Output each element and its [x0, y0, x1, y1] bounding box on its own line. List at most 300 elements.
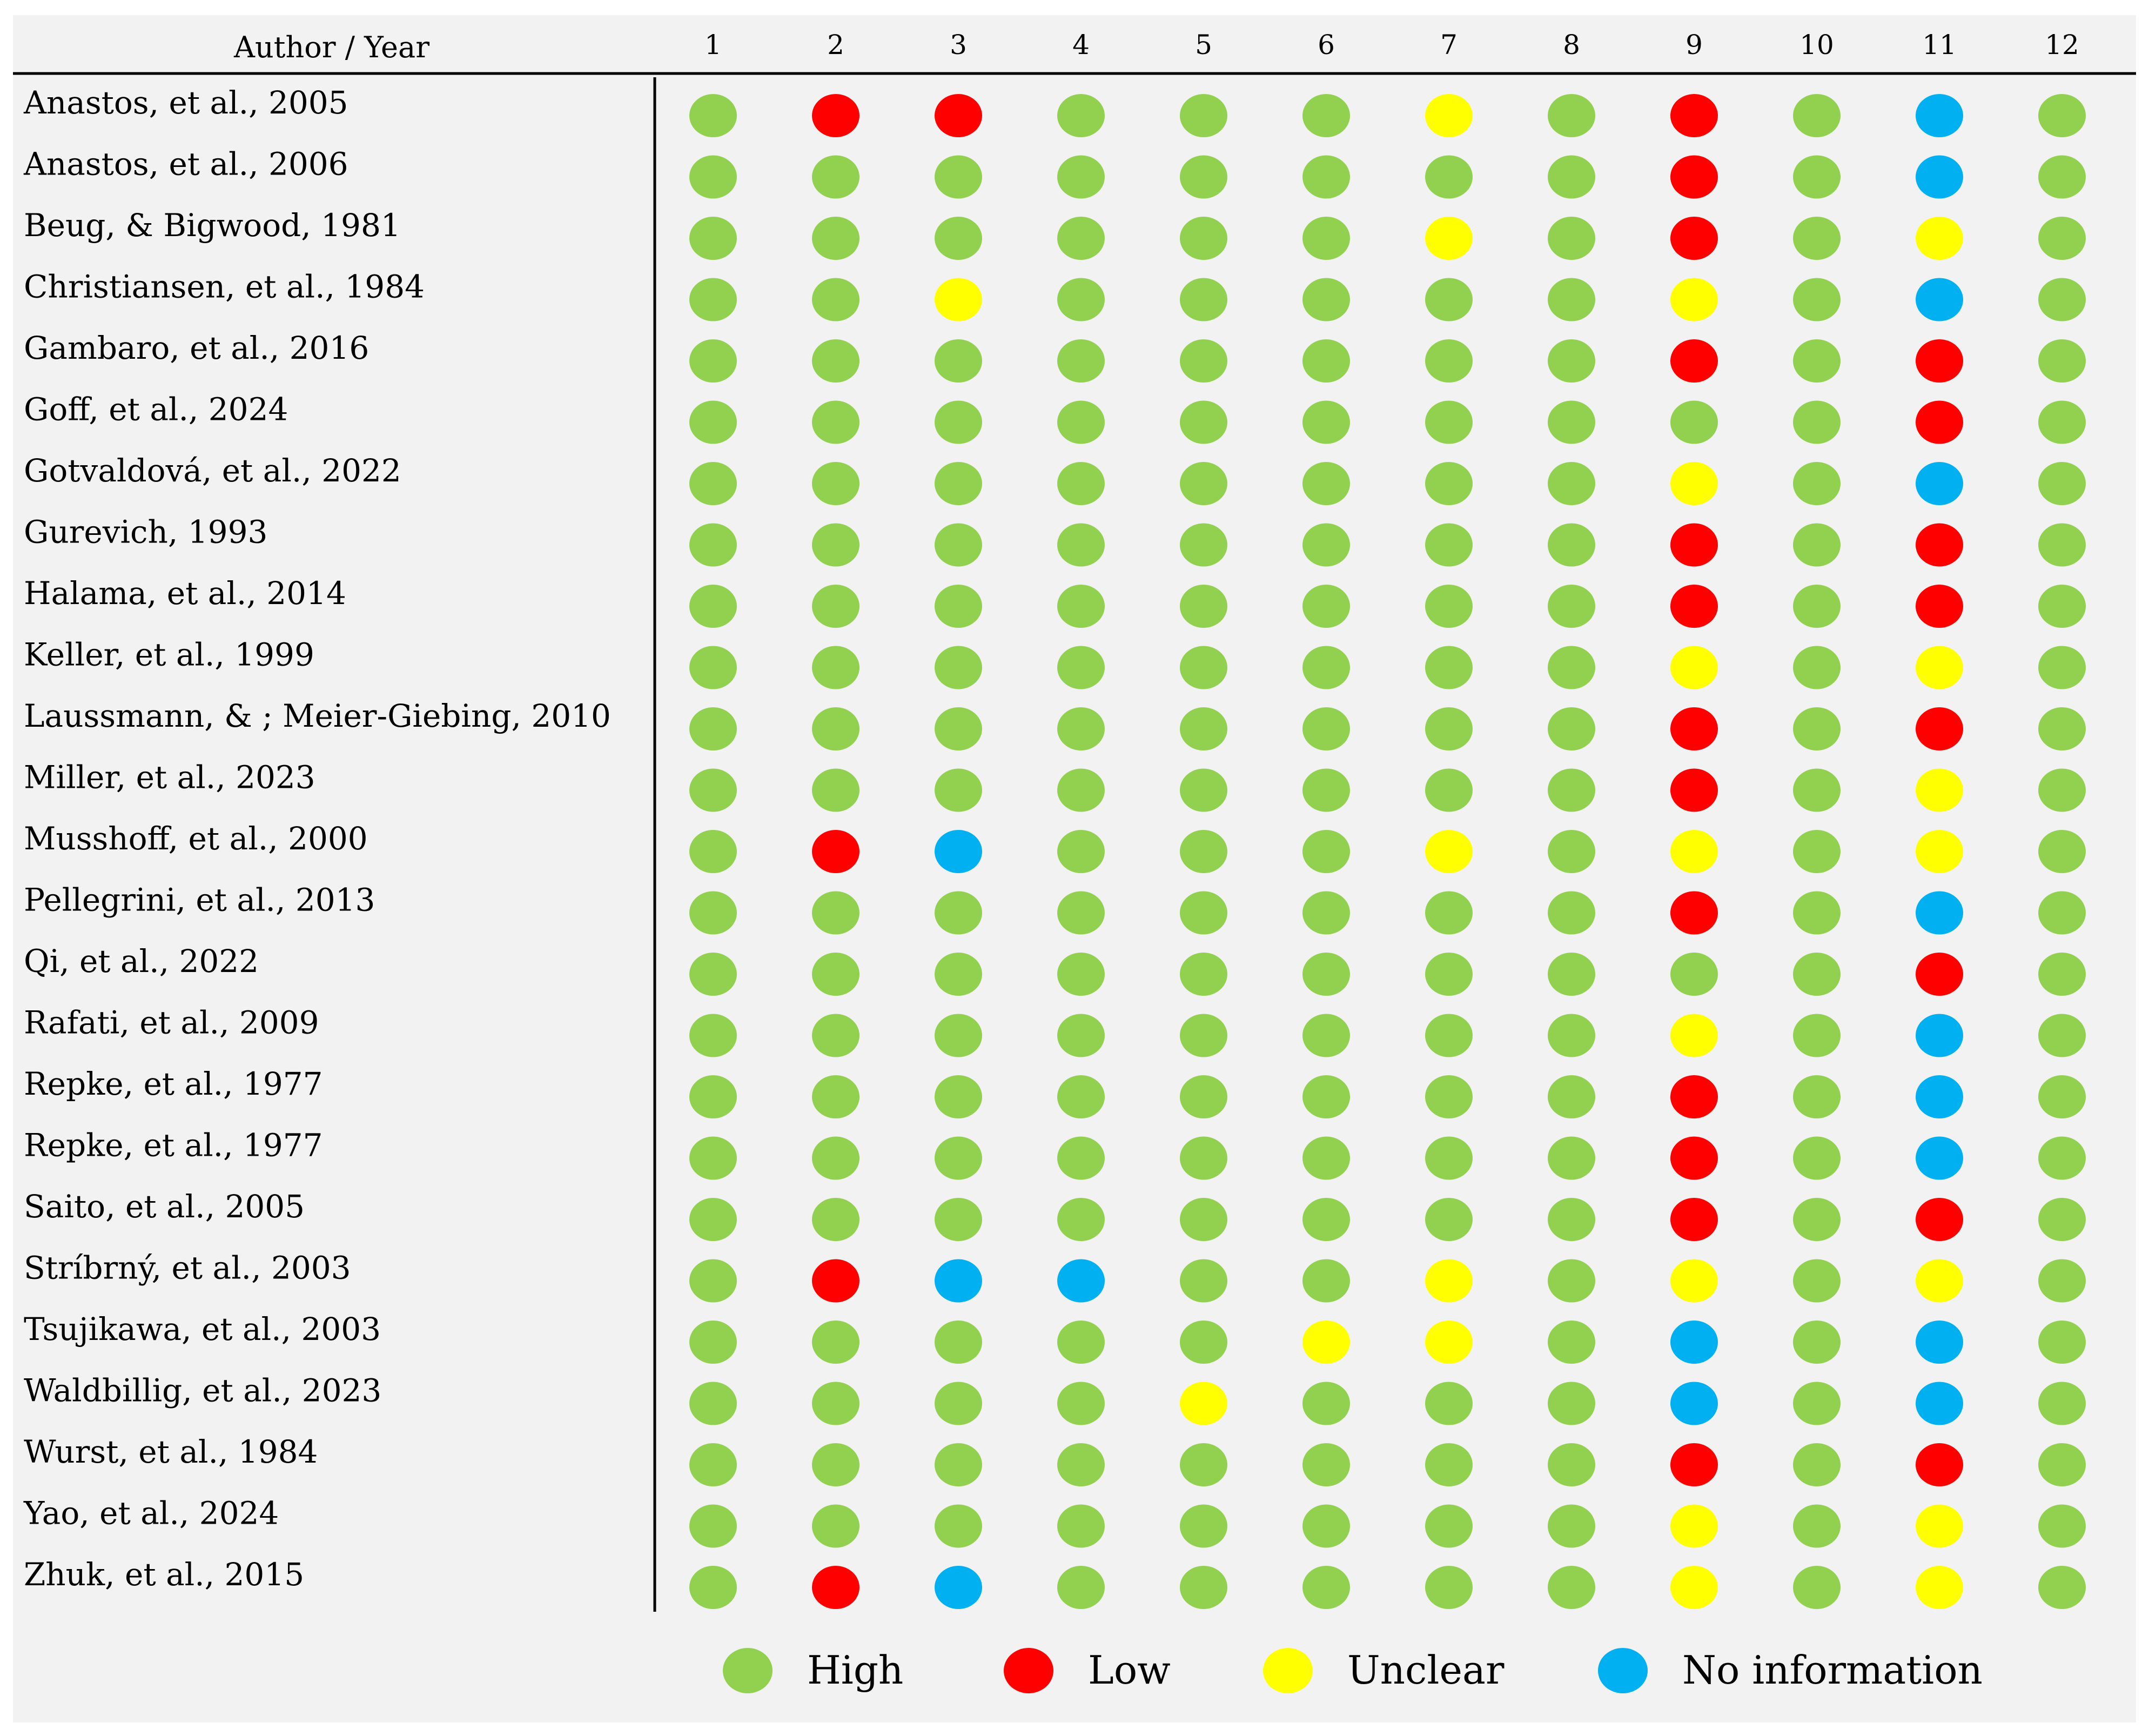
row-label: Christiansen, et al., 1984 [24, 268, 425, 305]
rating-dot-row6-col10 [1793, 401, 1841, 444]
rating-dot-row24-col12 [2038, 1505, 2086, 1548]
rating-dot-row23-col5 [1180, 1443, 1227, 1486]
rating-dot-row24-col6 [1302, 1505, 1350, 1548]
rating-dot-row18-col6 [1302, 1137, 1350, 1180]
rating-dot-row19-col10 [1793, 1198, 1841, 1241]
rating-dot-row11-col6 [1302, 707, 1350, 750]
rating-dot-row25-col5 [1180, 1566, 1227, 1609]
rating-dot-row5-col8 [1548, 339, 1595, 383]
rating-dot-row24-col11 [1916, 1505, 1963, 1548]
rating-dot-row1-col2 [812, 94, 859, 137]
rating-dot-row5-col12 [2038, 339, 2086, 383]
rating-dot-row12-col10 [1793, 769, 1841, 812]
rating-dot-row22-col11 [1916, 1382, 1963, 1425]
column-label-7: 7 [1440, 29, 1458, 61]
rating-dot-row2-col5 [1180, 156, 1227, 199]
rating-dot-row22-col9 [1670, 1382, 1718, 1425]
row-label: Musshoff, et al., 2000 [24, 820, 368, 857]
rating-dot-row17-col2 [812, 1075, 859, 1118]
rating-dot-row10-col10 [1793, 646, 1841, 689]
rating-dot-row4-col8 [1548, 278, 1595, 321]
rating-dot-row19-col8 [1548, 1198, 1595, 1241]
rating-dot-row21-col5 [1180, 1321, 1227, 1364]
rating-dot-row18-col3 [935, 1137, 982, 1180]
rating-dot-row22-col7 [1425, 1382, 1473, 1425]
rating-dot-row1-col6 [1302, 94, 1350, 137]
rating-dot-row13-col12 [2038, 830, 2086, 873]
rating-dot-row11-col8 [1548, 707, 1595, 750]
rating-dot-row14-col9 [1670, 892, 1718, 935]
rating-dot-row13-col1 [689, 830, 737, 873]
rating-dot-row18-col9 [1670, 1137, 1718, 1180]
rating-dot-row17-col9 [1670, 1075, 1718, 1118]
rating-dot-row24-col7 [1425, 1505, 1473, 1548]
rating-dot-row5-col2 [812, 339, 859, 383]
rating-dot-row21-col3 [935, 1321, 982, 1364]
rating-dot-row17-col11 [1916, 1075, 1963, 1118]
rating-dot-row23-col4 [1057, 1443, 1105, 1486]
rating-dot-row25-col2 [812, 1566, 859, 1609]
rating-dot-row9-col9 [1670, 585, 1718, 628]
rating-dot-row16-col8 [1548, 1014, 1595, 1057]
rating-dot-row2-col12 [2038, 156, 2086, 199]
rating-dots [689, 94, 2086, 1609]
rating-dot-row7-col11 [1916, 462, 1963, 505]
rating-dot-row1-col9 [1670, 94, 1718, 137]
column-label-8: 8 [1563, 29, 1580, 61]
rating-dot-row4-col2 [812, 278, 859, 321]
rating-dot-row2-col4 [1057, 156, 1105, 199]
rating-dot-row20-col12 [2038, 1259, 2086, 1303]
rating-dot-row6-col1 [689, 401, 737, 444]
rating-dot-row12-col12 [2038, 769, 2086, 812]
rating-dot-row25-col10 [1793, 1566, 1841, 1609]
rating-dot-row8-col12 [2038, 524, 2086, 567]
rating-dot-row10-col9 [1670, 646, 1718, 689]
rating-dot-row9-col7 [1425, 585, 1473, 628]
column-label-12: 12 [2045, 29, 2079, 61]
rating-dot-row4-col9 [1670, 278, 1718, 321]
rating-dot-row12-col1 [689, 769, 737, 812]
rating-dot-row15-col12 [2038, 953, 2086, 996]
rating-dot-row24-col10 [1793, 1505, 1841, 1548]
rating-dot-row5-col4 [1057, 339, 1105, 383]
rating-dot-row23-col11 [1916, 1443, 1963, 1486]
rating-dot-row20-col7 [1425, 1259, 1473, 1303]
rating-dot-row15-col10 [1793, 953, 1841, 996]
column-label-9: 9 [1685, 29, 1703, 61]
row-label: Wurst, et al., 1984 [24, 1433, 318, 1470]
rating-dot-row20-col6 [1302, 1259, 1350, 1303]
rating-dot-row15-col3 [935, 953, 982, 996]
rating-dot-row5-col10 [1793, 339, 1841, 383]
rating-dot-row5-col7 [1425, 339, 1473, 383]
rating-dot-row3-col6 [1302, 217, 1350, 260]
rating-dot-row1-col1 [689, 94, 737, 137]
rating-dot-row17-col1 [689, 1075, 737, 1118]
row-label: Tsujikawa, et al., 2003 [24, 1311, 381, 1348]
rating-dot-row13-col9 [1670, 830, 1718, 873]
column-label-4: 4 [1072, 29, 1090, 61]
rating-dot-row1-col11 [1916, 94, 1963, 137]
rating-dot-row13-col7 [1425, 830, 1473, 873]
rating-dot-row3-col3 [935, 217, 982, 260]
column-label-11: 11 [1922, 29, 1957, 61]
rating-dot-row12-col11 [1916, 769, 1963, 812]
rating-dot-row8-col11 [1916, 524, 1963, 567]
rating-dot-row7-col6 [1302, 462, 1350, 505]
rating-dot-row14-col1 [689, 892, 737, 935]
rating-dot-row25-col6 [1302, 1566, 1350, 1609]
rating-dot-row19-col3 [935, 1198, 982, 1241]
rating-dot-row16-col1 [689, 1014, 737, 1057]
row-label: Waldbillig, et al., 2023 [24, 1372, 382, 1409]
rating-dot-row18-col10 [1793, 1137, 1841, 1180]
legend-label-high: High [807, 1647, 904, 1693]
rating-dot-row2-col3 [935, 156, 982, 199]
rating-dot-row22-col1 [689, 1382, 737, 1425]
rating-dot-row15-col1 [689, 953, 737, 996]
rating-dot-row20-col4 [1057, 1259, 1105, 1303]
legend-swatch-no-information [1598, 1648, 1648, 1693]
rating-dot-row13-col8 [1548, 830, 1595, 873]
rating-dot-row12-col9 [1670, 769, 1718, 812]
rating-dot-row16-col5 [1180, 1014, 1227, 1057]
rating-dot-row10-col2 [812, 646, 859, 689]
rating-dot-row4-col5 [1180, 278, 1227, 321]
rating-dot-row9-col1 [689, 585, 737, 628]
rating-dot-row11-col12 [2038, 707, 2086, 750]
rating-dot-row13-col2 [812, 830, 859, 873]
rating-dot-row19-col1 [689, 1198, 737, 1241]
rating-dot-row23-col6 [1302, 1443, 1350, 1486]
rating-dot-row21-col12 [2038, 1321, 2086, 1364]
rating-dot-row14-col3 [935, 892, 982, 935]
rating-dot-row16-col7 [1425, 1014, 1473, 1057]
rating-dot-row14-col10 [1793, 892, 1841, 935]
rating-dot-row12-col2 [812, 769, 859, 812]
rating-dot-row4-col6 [1302, 278, 1350, 321]
rating-dot-row2-col9 [1670, 156, 1718, 199]
rating-dot-row7-col5 [1180, 462, 1227, 505]
rating-dot-row21-col8 [1548, 1321, 1595, 1364]
rating-dot-row6-col9 [1670, 401, 1718, 444]
rating-dot-row23-col1 [689, 1443, 737, 1486]
rating-dot-row22-col8 [1548, 1382, 1595, 1425]
rating-dot-row18-col2 [812, 1137, 859, 1180]
column-labels [704, 29, 2079, 61]
rating-dot-row22-col12 [2038, 1382, 2086, 1425]
rating-dot-row1-col12 [2038, 94, 2086, 137]
rating-dot-row2-col7 [1425, 156, 1473, 199]
rating-dot-row20-col1 [689, 1259, 737, 1303]
rating-dot-row21-col7 [1425, 1321, 1473, 1364]
rating-dot-row25-col12 [2038, 1566, 2086, 1609]
rating-dot-row15-col5 [1180, 953, 1227, 996]
rating-dot-row4-col1 [689, 278, 737, 321]
rating-dot-row6-col12 [2038, 401, 2086, 444]
rating-dot-row17-col3 [935, 1075, 982, 1118]
row-label: Zhuk, et al., 2015 [24, 1556, 305, 1593]
legend-swatch-low [1004, 1648, 1053, 1693]
rating-dot-row6-col6 [1302, 401, 1350, 444]
rating-dot-row14-col4 [1057, 892, 1105, 935]
rating-dot-row5-col5 [1180, 339, 1227, 383]
rating-dot-row9-col4 [1057, 585, 1105, 628]
rating-dot-row23-col7 [1425, 1443, 1473, 1486]
rating-dot-row5-col9 [1670, 339, 1718, 383]
rating-dot-row2-col10 [1793, 156, 1841, 199]
rating-dot-row1-col10 [1793, 94, 1841, 137]
rating-dot-row9-col12 [2038, 585, 2086, 628]
rating-dot-row3-col1 [689, 217, 737, 260]
row-label: Saito, et al., 2005 [24, 1188, 305, 1225]
legend-swatch-unclear [1263, 1648, 1313, 1693]
rating-dot-row4-col12 [2038, 278, 2086, 321]
rating-dot-row20-col2 [812, 1259, 859, 1303]
rating-dot-row11-col3 [935, 707, 982, 750]
rating-dot-row10-col7 [1425, 646, 1473, 689]
rating-dot-row5-col6 [1302, 339, 1350, 383]
rating-dot-row3-col9 [1670, 217, 1718, 260]
rating-dot-row1-col4 [1057, 94, 1105, 137]
rating-dot-row1-col7 [1425, 94, 1473, 137]
rating-dot-row9-col6 [1302, 585, 1350, 628]
rating-dot-row6-col11 [1916, 401, 1963, 444]
rating-dot-row24-col3 [935, 1505, 982, 1548]
rating-dot-row22-col5 [1180, 1382, 1227, 1425]
rating-dot-row10-col11 [1916, 646, 1963, 689]
rating-dot-row6-col8 [1548, 401, 1595, 444]
rating-dot-row14-col11 [1916, 892, 1963, 935]
rating-dot-row1-col5 [1180, 94, 1227, 137]
row-label: Keller, et al., 1999 [24, 636, 314, 673]
rating-dot-row5-col3 [935, 339, 982, 383]
legend-label-no-information: No information [1682, 1647, 1983, 1693]
column-label-6: 6 [1318, 29, 1335, 61]
row-label: Goff, et al., 2024 [24, 391, 288, 428]
rating-dot-row20-col11 [1916, 1259, 1963, 1303]
rating-dot-row18-col4 [1057, 1137, 1105, 1180]
rating-dot-row10-col8 [1548, 646, 1595, 689]
rating-dot-row24-col8 [1548, 1505, 1595, 1548]
rating-dot-row15-col2 [812, 953, 859, 996]
rating-dot-row22-col4 [1057, 1382, 1105, 1425]
rating-dot-row14-col5 [1180, 892, 1227, 935]
rating-dot-row14-col7 [1425, 892, 1473, 935]
rating-dot-row4-col11 [1916, 278, 1963, 321]
rating-dot-row11-col9 [1670, 707, 1718, 750]
rating-dot-row2-col8 [1548, 156, 1595, 199]
row-label: Miller, et al., 2023 [24, 759, 315, 796]
rating-dot-row4-col4 [1057, 278, 1105, 321]
rating-dot-row8-col7 [1425, 524, 1473, 567]
rating-dot-row25-col7 [1425, 1566, 1473, 1609]
rating-dot-row19-col6 [1302, 1198, 1350, 1241]
rating-dot-row15-col4 [1057, 953, 1105, 996]
row-label: Stríbrný, et al., 2003 [24, 1249, 351, 1286]
rating-dot-row21-col9 [1670, 1321, 1718, 1364]
row-label: Beug, & Bigwood, 1981 [24, 207, 401, 244]
quality-assessment-chart [13, 15, 2136, 1722]
rating-dot-row19-col4 [1057, 1198, 1105, 1241]
rating-dot-row11-col7 [1425, 707, 1473, 750]
rating-dot-row18-col8 [1548, 1137, 1595, 1180]
rating-dot-row2-col1 [689, 156, 737, 199]
rating-dot-row13-col5 [1180, 830, 1227, 873]
rating-dot-row8-col10 [1793, 524, 1841, 567]
rating-dot-row21-col4 [1057, 1321, 1105, 1364]
rating-dot-row15-col9 [1670, 953, 1718, 996]
rating-dot-row6-col2 [812, 401, 859, 444]
rating-dot-row19-col5 [1180, 1198, 1227, 1241]
rating-dot-row23-col10 [1793, 1443, 1841, 1486]
rating-dot-row9-col3 [935, 585, 982, 628]
rating-dot-row3-col12 [2038, 217, 2086, 260]
row-label: Rafati, et al., 2009 [24, 1004, 319, 1041]
rating-dot-row9-col10 [1793, 585, 1841, 628]
rating-dot-row9-col2 [812, 585, 859, 628]
rating-dot-row22-col10 [1793, 1382, 1841, 1425]
rating-dot-row22-col2 [812, 1382, 859, 1425]
rating-dot-row13-col3 [935, 830, 982, 873]
rating-dot-row16-col6 [1302, 1014, 1350, 1057]
rating-dot-row7-col4 [1057, 462, 1105, 505]
rating-dot-row25-col1 [689, 1566, 737, 1609]
rating-dot-row15-col8 [1548, 953, 1595, 996]
rating-dot-row12-col5 [1180, 769, 1227, 812]
rating-dot-row16-col2 [812, 1014, 859, 1057]
rating-dot-row20-col9 [1670, 1259, 1718, 1303]
rating-dot-row2-col11 [1916, 156, 1963, 199]
rating-dot-row2-col6 [1302, 156, 1350, 199]
rating-dot-row25-col8 [1548, 1566, 1595, 1609]
rating-dot-row21-col2 [812, 1321, 859, 1364]
rating-dot-row10-col4 [1057, 646, 1105, 689]
rating-dot-row20-col8 [1548, 1259, 1595, 1303]
rating-dot-row13-col11 [1916, 830, 1963, 873]
rating-dot-row17-col6 [1302, 1075, 1350, 1118]
rating-dot-row7-col10 [1793, 462, 1841, 505]
legend-label-unclear: Unclear [1347, 1647, 1505, 1693]
rating-dot-row18-col11 [1916, 1137, 1963, 1180]
rating-dot-row8-col3 [935, 524, 982, 567]
rating-dot-row8-col8 [1548, 524, 1595, 567]
rating-dot-row14-col12 [2038, 892, 2086, 935]
rating-dot-row7-col8 [1548, 462, 1595, 505]
column-label-10: 10 [1799, 29, 1834, 61]
rating-dot-row8-col6 [1302, 524, 1350, 567]
rating-dot-row12-col4 [1057, 769, 1105, 812]
rating-dot-row6-col3 [935, 401, 982, 444]
rating-dot-row17-col5 [1180, 1075, 1227, 1118]
rating-dot-row12-col3 [935, 769, 982, 812]
rating-dot-row21-col11 [1916, 1321, 1963, 1364]
column-label-3: 3 [950, 29, 967, 61]
row-label: Gotvaldová, et al., 2022 [24, 452, 401, 489]
row-label: Gurevich, 1993 [24, 513, 268, 551]
rating-dot-row12-col8 [1548, 769, 1595, 812]
rating-dot-row23-col9 [1670, 1443, 1718, 1486]
rating-dot-row19-col11 [1916, 1198, 1963, 1241]
rating-dot-row8-col9 [1670, 524, 1718, 567]
rating-dot-row19-col12 [2038, 1198, 2086, 1241]
rating-dot-row5-col1 [689, 339, 737, 383]
rating-dot-row17-col10 [1793, 1075, 1841, 1118]
rating-dot-row10-col6 [1302, 646, 1350, 689]
rating-dot-row25-col9 [1670, 1566, 1718, 1609]
rating-dot-row24-col5 [1180, 1505, 1227, 1548]
rating-dot-row10-col5 [1180, 646, 1227, 689]
rating-dot-row11-col4 [1057, 707, 1105, 750]
rating-dot-row22-col6 [1302, 1382, 1350, 1425]
rating-dot-row16-col12 [2038, 1014, 2086, 1057]
rating-dot-row10-col3 [935, 646, 982, 689]
rating-dot-row13-col4 [1057, 830, 1105, 873]
rating-dot-row18-col7 [1425, 1137, 1473, 1180]
rating-dot-row4-col3 [935, 278, 982, 321]
rating-dot-row3-col8 [1548, 217, 1595, 260]
rating-dot-row3-col10 [1793, 217, 1841, 260]
rating-dot-row7-col12 [2038, 462, 2086, 505]
rating-dot-row17-col7 [1425, 1075, 1473, 1118]
rating-dot-row7-col1 [689, 462, 737, 505]
rating-dot-row14-col8 [1548, 892, 1595, 935]
rating-dot-row7-col3 [935, 462, 982, 505]
rating-dot-row17-col8 [1548, 1075, 1595, 1118]
row-label: Anastos, et al., 2005 [24, 84, 348, 121]
rating-dot-row8-col1 [689, 524, 737, 567]
rating-dot-row15-col6 [1302, 953, 1350, 996]
rating-dot-row23-col3 [935, 1443, 982, 1486]
row-label: Qi, et al., 2022 [24, 943, 259, 980]
rating-dot-row17-col12 [2038, 1075, 2086, 1118]
rating-dot-row16-col11 [1916, 1014, 1963, 1057]
header-author-year: Author / Year [233, 30, 430, 64]
column-label-1: 1 [704, 29, 722, 61]
rating-dot-row24-col4 [1057, 1505, 1105, 1548]
rating-dot-row24-col2 [812, 1505, 859, 1548]
rating-dot-row10-col1 [689, 646, 737, 689]
rating-dot-row11-col11 [1916, 707, 1963, 750]
rating-dot-row25-col11 [1916, 1566, 1963, 1609]
rating-dot-row8-col4 [1057, 524, 1105, 567]
row-label: Repke, et al., 1977 [24, 1065, 323, 1102]
rating-dot-row10-col12 [2038, 646, 2086, 689]
column-label-2: 2 [827, 29, 844, 61]
rating-dot-row9-col8 [1548, 585, 1595, 628]
row-label: Gambaro, et al., 2016 [24, 330, 370, 366]
rating-dot-row23-col8 [1548, 1443, 1595, 1486]
rating-dot-row18-col12 [2038, 1137, 2086, 1180]
row-label: Laussmann, & ; Meier-Giebing, 2010 [24, 698, 611, 734]
rating-dot-row12-col6 [1302, 769, 1350, 812]
rating-dot-row8-col2 [812, 524, 859, 567]
row-label: Anastos, et al., 2006 [24, 145, 348, 183]
chart-canvas [13, 15, 2136, 1722]
rating-dot-row5-col11 [1916, 339, 1963, 383]
row-label: Pellegrini, et al., 2013 [24, 881, 375, 919]
rating-dot-row13-col6 [1302, 830, 1350, 873]
rating-dot-row11-col1 [689, 707, 737, 750]
rating-dot-row4-col7 [1425, 278, 1473, 321]
rating-dot-row1-col3 [935, 94, 982, 137]
rating-dot-row18-col1 [689, 1137, 737, 1180]
rating-dot-row6-col5 [1180, 401, 1227, 444]
rating-dot-row14-col2 [812, 892, 859, 935]
rating-dot-row3-col2 [812, 217, 859, 260]
rating-dot-row16-col10 [1793, 1014, 1841, 1057]
